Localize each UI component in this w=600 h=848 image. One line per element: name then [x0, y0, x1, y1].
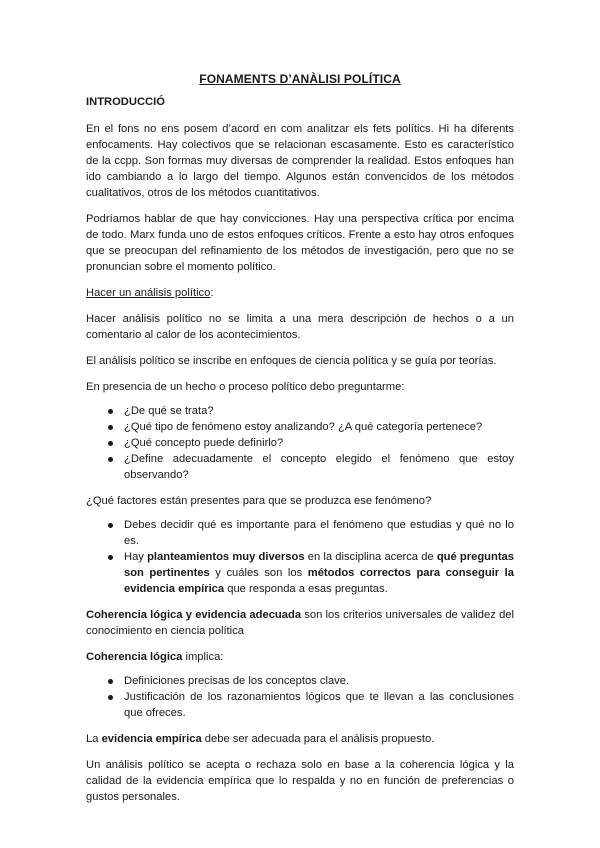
bold-run: evidencia empírica	[101, 733, 202, 745]
text-run: que responda a esas preguntas.	[224, 583, 388, 595]
document-title: FONAMENTS D’ANÀLISI POLÍTICA	[199, 72, 401, 86]
text-run: La	[86, 733, 102, 745]
text-run: debe ser adecuada para el análisis propuesto.	[201, 733, 435, 745]
list-item	[124, 549, 514, 597]
list-item: Debes decidir qué es importante para el fenómeno que estudias y qué no lo es.	[124, 519, 514, 547]
list-item: Definiciones precisas de los conceptos clave.	[124, 673, 514, 689]
bold-run: planteamientos muy diversos	[147, 551, 305, 563]
list-item: ¿Qué tipo de fenómeno estoy analizando? ¿A qué categoría pertenece?	[124, 419, 514, 435]
bold-run: Coherencia lógica	[86, 651, 183, 663]
text-run: y cuáles son los	[209, 567, 308, 579]
list-item: Justificación de los razonamientos lógicos que te llevan a las conclusiones que ofreces.	[124, 691, 514, 719]
paragraph-10: Un análisis político se acepta o rechaza solo en base a la coherencia lógica y la calidad de la evidencia empírica que lo respalda y no en función de preferencias o gustos personales.	[86, 759, 514, 803]
list-item: ¿Define adecuadamente el concepto elegido el fenómeno que estoy observando?	[124, 453, 514, 481]
paragraph-2: Podríamos hablar de que hay convicciones. Hay una perspectiva crítica por encima de todo. Marx funda uno de estos enfoques críticos. Frente a esto hay otros enfoques que se preocupan del refinamiento de los métodos de investigación, pero que no se pronuncian sobre el momento político.	[86, 213, 514, 273]
paragraph-5: En presencia de un hecho o proceso político debo preguntarme:	[86, 381, 405, 393]
list-item: ¿De qué se trata?	[124, 403, 514, 419]
section-heading: INTRODUCCIÓ	[86, 96, 165, 108]
text-run: son los criterios universales de validez del conocimiento en ciencia política	[86, 609, 514, 637]
text-run: en la disciplina acerca de	[304, 551, 437, 563]
logic-list	[86, 673, 514, 721]
paragraph-8	[86, 649, 514, 665]
paragraph-9	[86, 731, 514, 747]
paragraph-6: ¿Qué factores están presentes para que se produzca ese fenómeno?	[86, 495, 432, 507]
paragraph-3: Hacer análisis político no se limita a una mera descripción de hechos o a un comentario al calor de los acontecimientos.	[86, 313, 514, 341]
bold-run: Coherencia lógica y evidencia adecuada	[86, 609, 302, 621]
list-item: ¿Qué concepto puede definirlo?	[124, 435, 514, 451]
subheading-analisis: Hacer un análisis político	[86, 287, 211, 299]
paragraph-7	[86, 607, 514, 639]
paragraph-4: El análisis político se inscribe en enfoques de ciencia política y se guía por teorías.	[86, 355, 497, 367]
subheading-paragraph	[86, 285, 514, 301]
bold-run: qué preguntas son pertinentes	[124, 551, 514, 579]
text-run: implica:	[182, 651, 224, 663]
questions-list	[86, 403, 514, 483]
bold-run: métodos correctos para conseguir la evidencia empírica	[124, 567, 514, 595]
subheading-colon: :	[210, 287, 214, 299]
text-run: Hay	[124, 551, 148, 563]
paragraph-1: En el fons no ens posem d’acord en com analitzar els fets polítics. Hi ha diferents enfocaments. Hay colectivos que se relacionan escasamente. Esto es característico de la ccpp. Son formas muy diversas de comprender la realidad. Estos enfoques han ido cambiando a lo largo del tiempo. Algunos están convencidos de los métodos cualitativos, otros de los métodos cuantitativos.	[86, 123, 514, 199]
factors-list	[86, 517, 514, 597]
